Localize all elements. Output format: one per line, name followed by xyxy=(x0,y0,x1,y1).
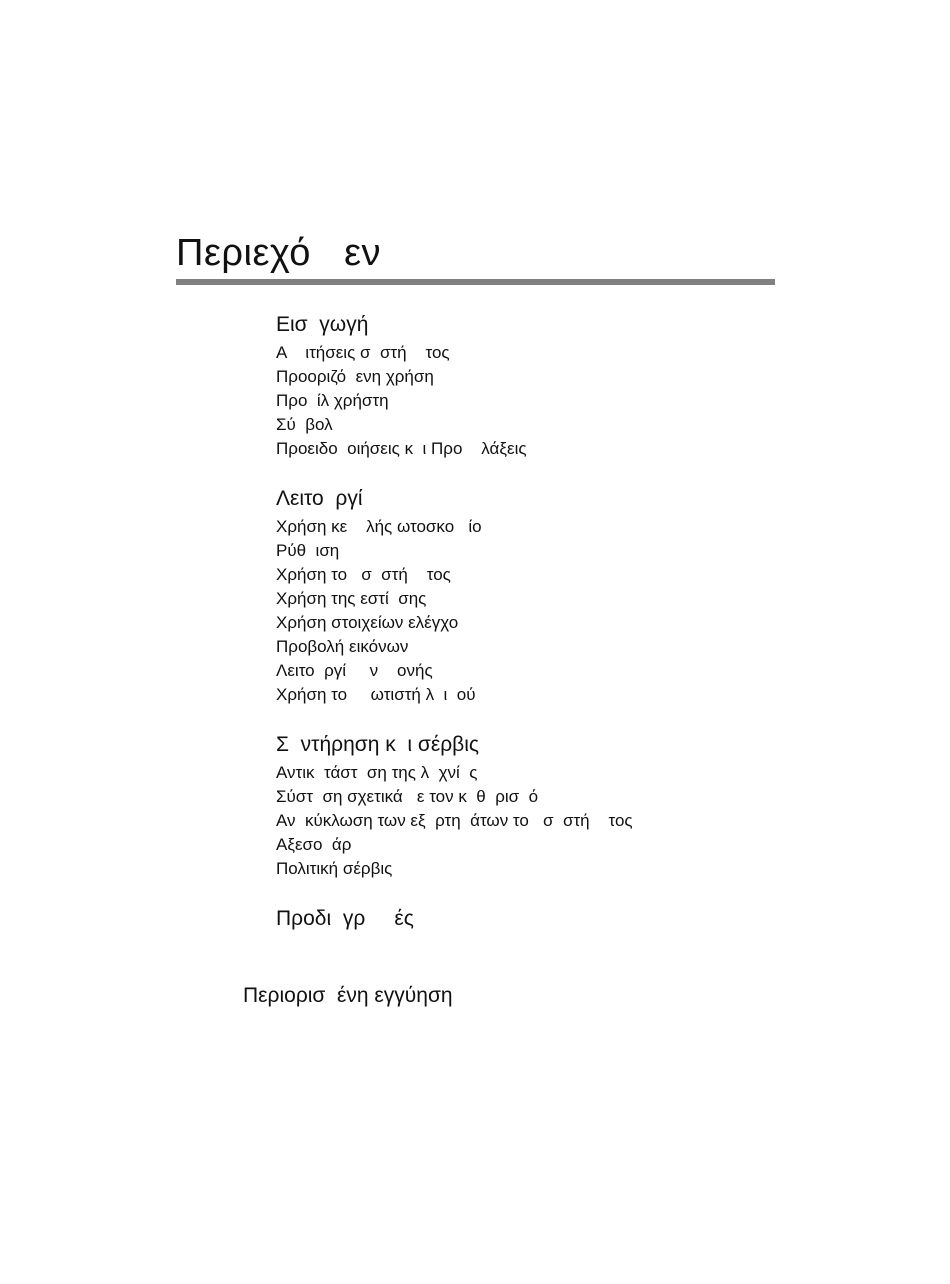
title-divider xyxy=(176,279,775,285)
toc-item[interactable]: Ρύθ ιση xyxy=(276,541,340,560)
section-heading[interactable]: Εισ γωγή xyxy=(276,313,369,336)
section-items xyxy=(276,341,796,461)
toc-item[interactable]: Προ ίλ χρήστη xyxy=(276,391,389,410)
toc-section-specifications xyxy=(276,904,796,934)
section-heading[interactable]: Σ ντήρηση κ ι σέρβις xyxy=(276,733,480,756)
limited-warranty-heading[interactable]: Περιορισ ένη εγγύηση xyxy=(243,984,453,1007)
toc-item[interactable]: Χρήση στοιχείων ελέγχο xyxy=(276,613,459,632)
toc-item[interactable]: Χρήση της εστί σης xyxy=(276,589,427,608)
toc-item[interactable]: Χρήση το ωτιστή λ ι ού xyxy=(276,685,476,704)
toc-item[interactable]: Λειτο ργί ν ονής xyxy=(276,661,433,680)
toc-item[interactable]: Αντικ τάστ ση της λ χνί ς xyxy=(276,763,478,782)
toc-item[interactable]: Προειδο οιήσεις κ ι Προ λάξεις xyxy=(276,439,527,458)
section-heading[interactable]: Λειτο ργί xyxy=(276,487,363,510)
toc-item[interactable]: Χρήση κε λής ωτοσκο ίο xyxy=(276,517,482,536)
toc-item[interactable]: Σύστ ση σχετικά ε τον κ θ ρισ ό xyxy=(276,787,539,806)
toc-section-maintenance xyxy=(276,730,796,881)
toc-item[interactable]: Σύ βολ xyxy=(276,415,333,434)
toc-item[interactable]: Προοριζό ενη χρήση xyxy=(276,367,434,386)
section-heading[interactable]: Προδι γρ ές xyxy=(276,907,414,930)
section-items xyxy=(276,515,796,707)
toc-item[interactable]: Χρήση το σ στή τος xyxy=(276,565,451,584)
toc-item[interactable]: Αξεσο άρ xyxy=(276,835,352,854)
page-title: Περιεχό εν xyxy=(176,232,382,274)
section-items xyxy=(276,761,796,881)
toc-item[interactable]: Πολιτική σέρβις xyxy=(276,859,393,878)
toc-section-introduction xyxy=(276,310,796,461)
toc-item[interactable]: Α ιτήσεις σ στή τος xyxy=(276,343,450,362)
toc-item[interactable]: Αν κύκλωση των εξ ρτη άτων το σ στή τος xyxy=(276,811,633,830)
table-of-contents xyxy=(276,310,796,957)
toc-section-operation xyxy=(276,484,796,707)
toc-item[interactable]: Προβολή εικόνων xyxy=(276,637,409,656)
